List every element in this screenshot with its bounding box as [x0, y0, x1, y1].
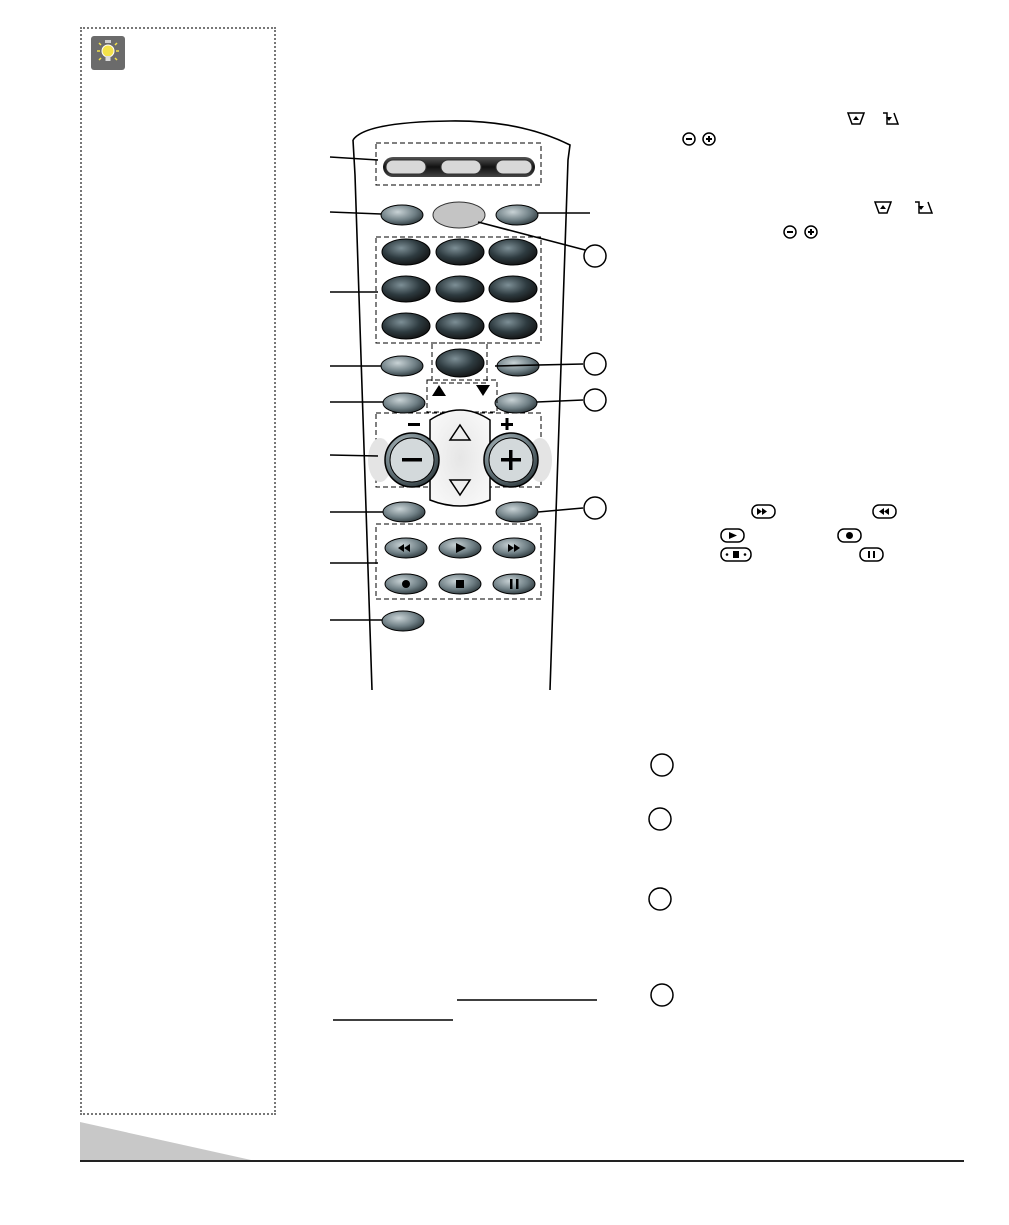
reference-underlines [333, 1000, 597, 1020]
transport-symbols [721, 505, 896, 561]
channel-symbols-2 [784, 202, 932, 238]
arrow-up-icon [432, 385, 446, 396]
minus-icon [402, 458, 422, 462]
callout-circle [584, 389, 606, 411]
pause-icon [860, 548, 883, 561]
transport-controls [376, 524, 541, 599]
callout-circle [584, 497, 606, 519]
callout-circle [584, 245, 606, 267]
channel-down-icon [915, 202, 932, 213]
top-button-row [381, 202, 538, 228]
channel-symbols-1 [683, 113, 898, 145]
legend-number-circles [649, 754, 673, 1006]
device-select-strip [376, 143, 541, 185]
arrow-down-icon [476, 385, 490, 396]
callout-circle [584, 353, 606, 375]
